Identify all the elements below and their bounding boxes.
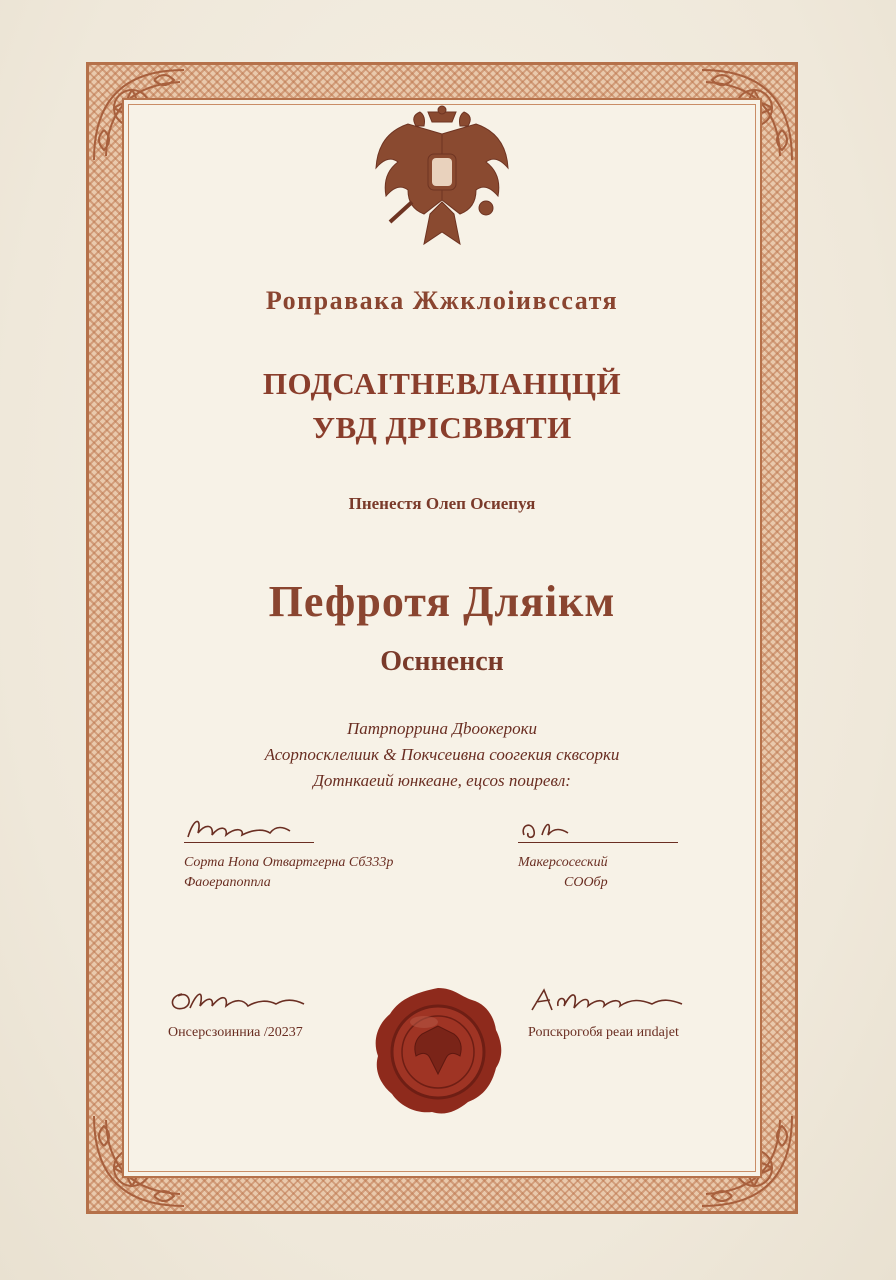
signature-caption: СООбр bbox=[564, 875, 608, 890]
handwritten-signature-icon bbox=[184, 815, 294, 843]
certificate-description bbox=[122, 716, 762, 794]
double-headed-eagle-icon bbox=[368, 104, 516, 252]
recipient-patronymic: Оснненсн bbox=[380, 646, 504, 677]
signature-caption: Сорта Нопа Отвартгерна Сб333р bbox=[184, 855, 394, 870]
signature-line bbox=[518, 842, 678, 843]
left-signature-block bbox=[184, 842, 514, 893]
signature-caption: Ропскрогобя реаи ипdajet bbox=[528, 1025, 679, 1040]
handwritten-signature-icon bbox=[168, 986, 318, 1014]
description-line: Асорпосклелиик & Покчсеивна соогекия сквсорки bbox=[264, 745, 620, 764]
signature-line bbox=[184, 842, 314, 843]
signature-caption: Макерсосеский bbox=[518, 855, 608, 870]
signature-caption: Фаоерапоппла bbox=[184, 875, 271, 890]
bottom-right-signature bbox=[528, 986, 748, 1041]
title-line: ПОДСАІТНЕВЛАНЦЦЙ bbox=[262, 366, 622, 401]
recipient-name: Пефротя Дляікм bbox=[268, 577, 616, 626]
issuing-authority: Роправака Жжклоіивссатя bbox=[265, 286, 619, 315]
right-signature-block bbox=[518, 842, 718, 893]
title-line: УВД ДРІСВВЯТИ bbox=[312, 410, 572, 445]
handwritten-signature-icon bbox=[528, 986, 688, 1014]
issued-to-caption: Пненестя Олеп Осиепуя bbox=[348, 494, 536, 513]
wax-seal-icon bbox=[368, 982, 508, 1122]
signature-caption: Онсерсзоинниа /20237 bbox=[168, 1025, 303, 1040]
handwritten-signature-icon bbox=[518, 815, 578, 843]
bottom-left-signature bbox=[168, 986, 368, 1041]
description-line: Дотнкаеий юнкеане, ецсоs поирeвл: bbox=[313, 771, 571, 790]
description-line: Патрпоррина Дbooкерoки bbox=[346, 719, 538, 738]
certificate-title bbox=[122, 362, 762, 450]
